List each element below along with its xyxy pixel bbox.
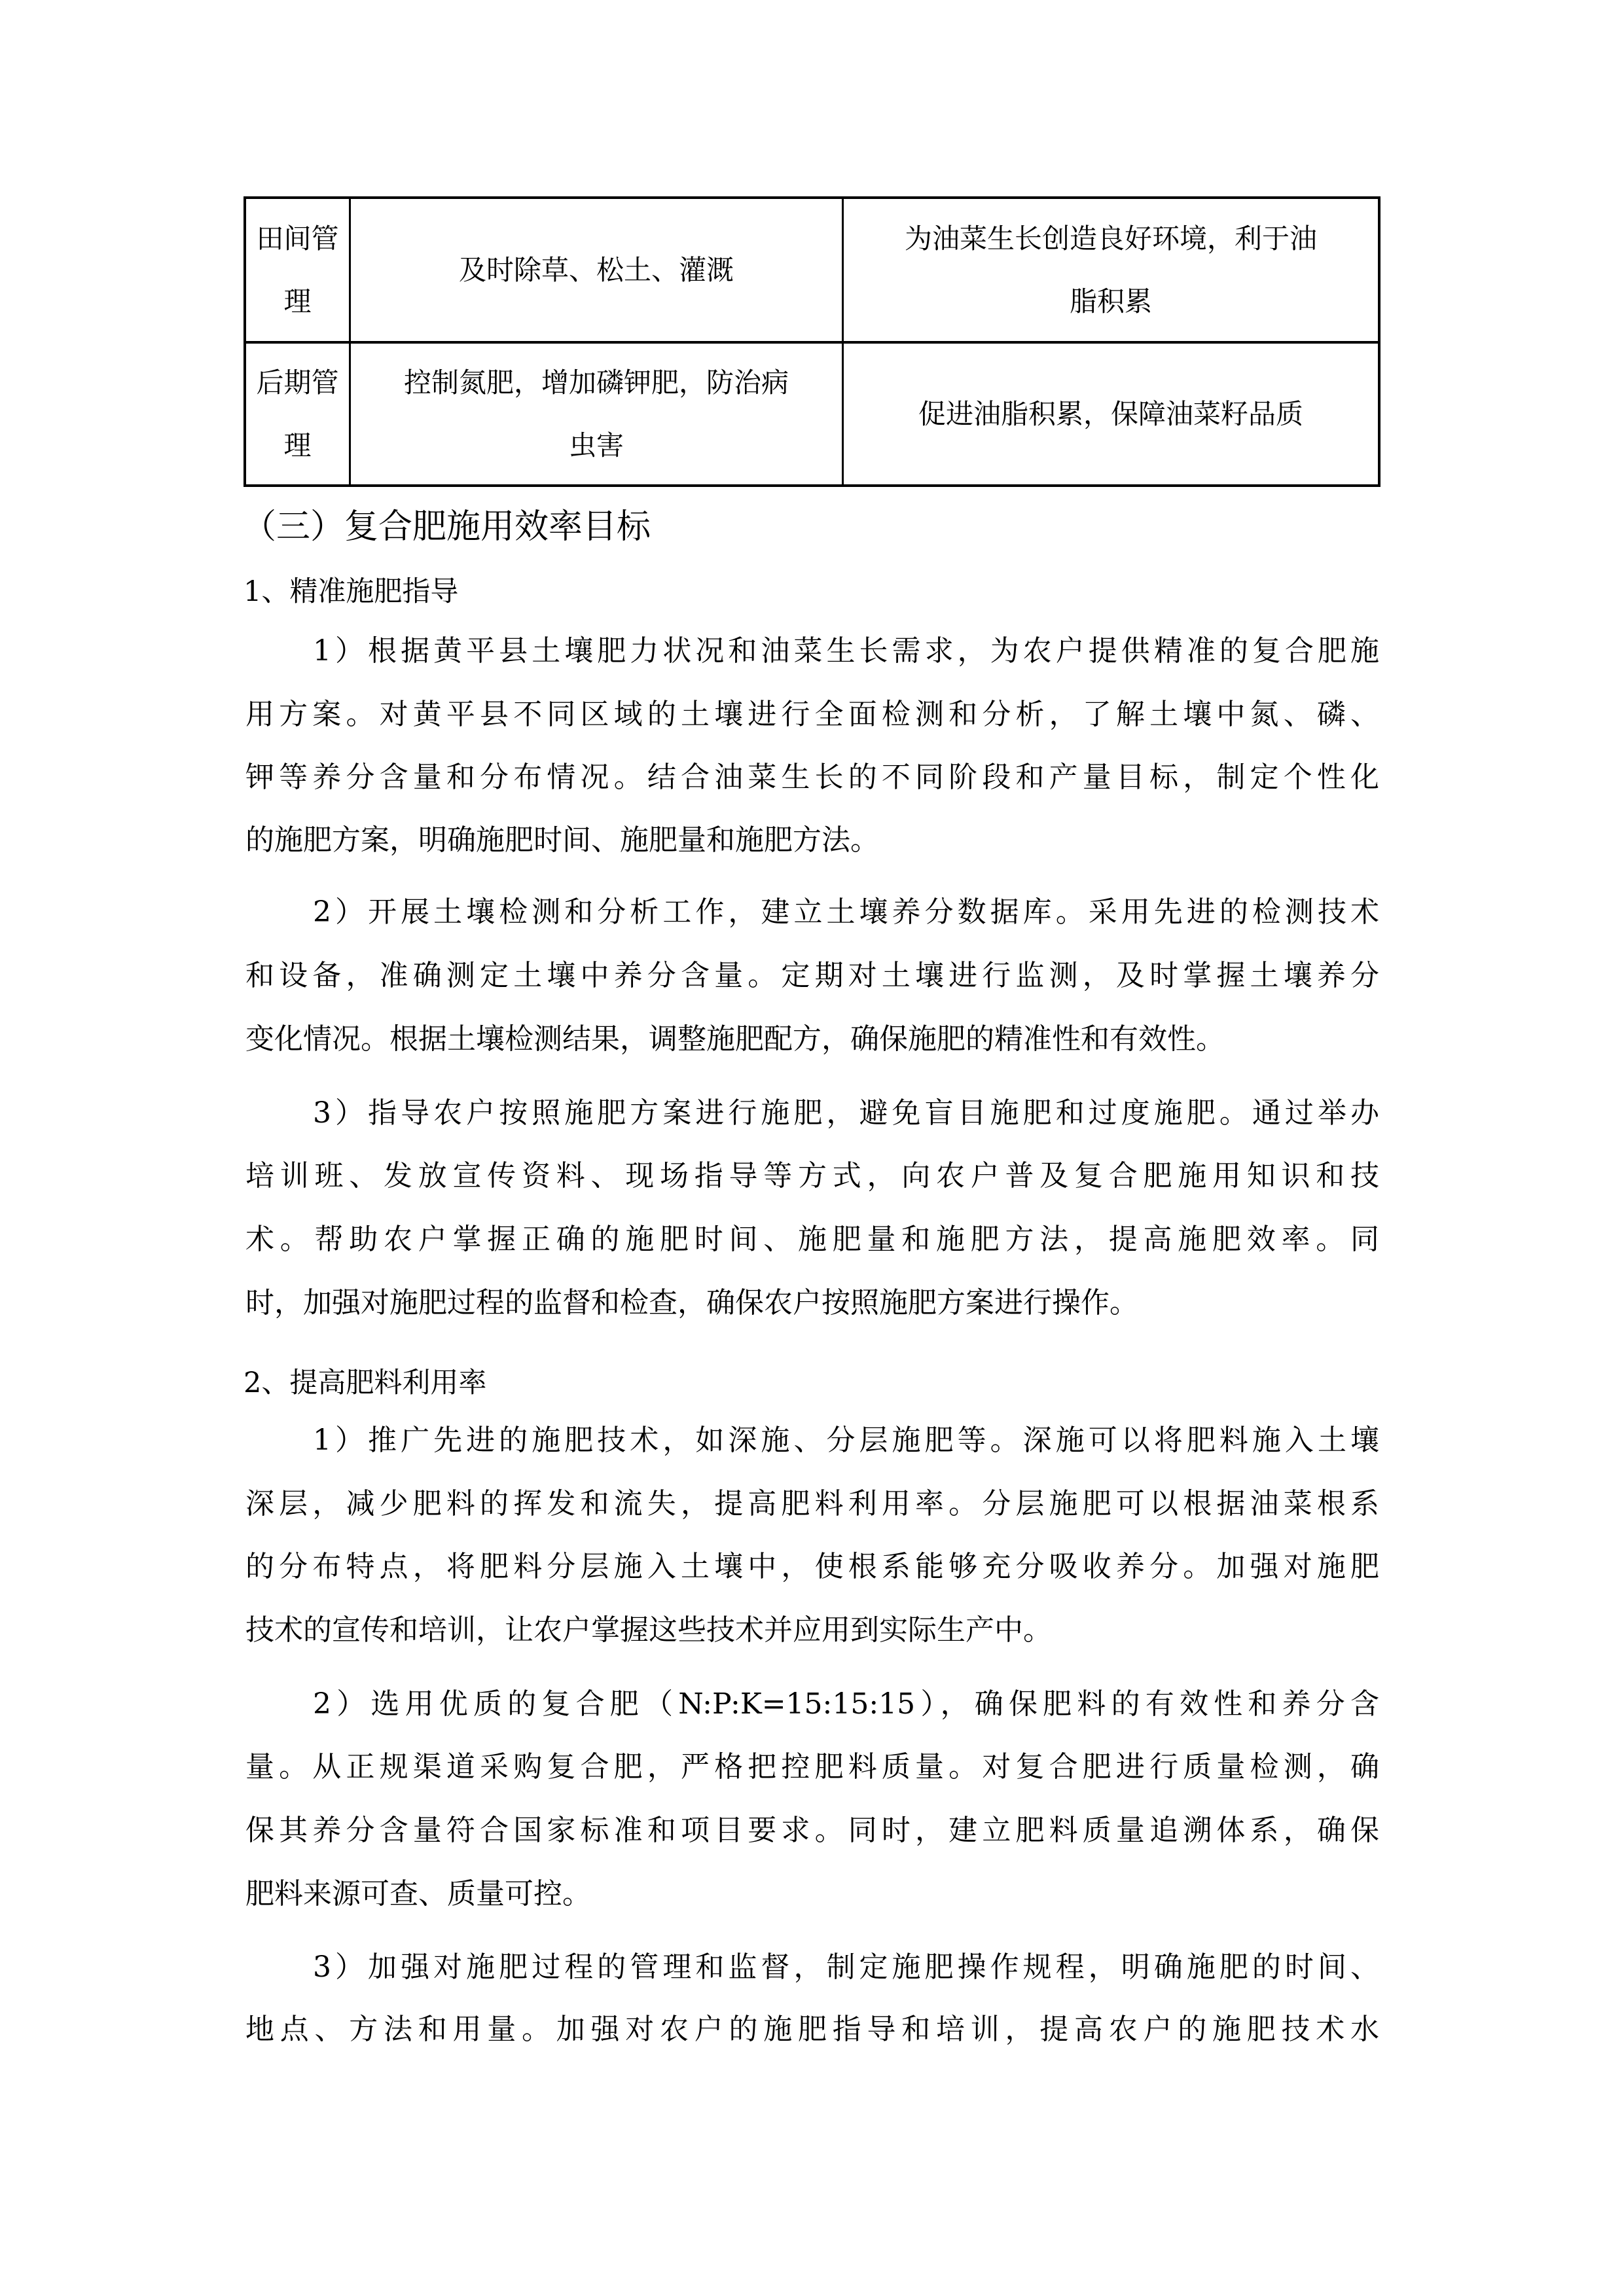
cell-text-line: 控制氮肥，增加磷钾肥，防治病 [403,366,789,399]
cell-text-line: 理 [283,429,312,461]
paragraph-line: 1）根据黄平县土壤肥力状况和油菜生长需求，为农户提供精准的复合肥施 [313,634,1379,668]
table-cell-purpose [844,344,1378,484]
paragraph-line: 2）开展土壤检测和分析工作，建立土壤养分数据库。采用先进的检测技术 [313,895,1379,929]
paragraph-line: 的分布特点，将肥料分层施入土壤中，使根系能够充分吸收养分。加强对施肥 [245,1550,1379,1583]
paragraph-line: 钾等养分含量和分布情况。结合油菜生长的不同阶段和产量目标，制定个性化 [245,761,1379,794]
paragraph-line: 术。帮助农户掌握正确的施肥时间、施肥量和施肥方法，提高施肥效率。同 [245,1223,1379,1256]
paragraph-line: 肥料来源可查、质量可控。 [245,1877,591,1910]
paragraph-line: 保其养分含量符合国家标准和项目要求。同时，建立肥料质量追溯体系，确保 [245,1814,1379,1847]
paragraph-line: 3）指导农户按照施肥方案进行施肥，避免盲目施肥和过度施肥。通过举办 [313,1096,1379,1130]
paragraph-line: 的施肥方案，明确施肥时间、施肥量和施肥方法。 [245,823,879,857]
paragraph-line: 时，加强对施肥过程的监督和检查，确保农户按照施肥方案进行操作。 [245,1286,1138,1319]
cell-text-line: 及时除草、松土、灌溉 [458,253,734,286]
cell-text-line: 理 [283,285,312,317]
table-cell-stage [246,199,351,341]
paragraph-line: 和设备，准确测定土壤中养分含量。定期对土壤进行监测，及时掌握土壤养分 [245,959,1379,992]
cell-text-line: 虫害 [568,429,624,461]
paragraph-line: 3）加强对施肥过程的管理和监督，制定施肥操作规程，明确施肥的时间、 [313,1950,1379,1984]
paragraph-line: 培训班、发放宣传资料、现场指导等方式，向农户普及复合肥施用知识和技 [245,1159,1379,1193]
cell-text-line: 脂积累 [1069,285,1152,317]
paragraph-line: 技术的宣传和培训，让农户掌握这些技术并应用到实际生产中。 [245,1613,1052,1647]
paragraph-line: 2）选用优质的复合肥（N:P:K=15:15:15），确保肥料的有效性和养分含 [313,1687,1379,1721]
table-row [246,199,1378,344]
paragraph-line: 地点、方法和用量。加强对农户的施肥指导和培训，提高农户的施肥技术水 [245,2013,1379,2046]
table-cell-stage [246,344,351,484]
paragraph-line: 1）推广先进的施肥技术，如深施、分层施肥等。深施可以将肥料施入土壤 [313,1424,1379,1457]
table-cell-purpose [844,199,1378,341]
table-cell-measures [351,344,844,484]
table-cell-measures [351,199,844,341]
cell-text-line: 为油菜生长创造良好环境，利于油 [904,222,1317,255]
cell-text-line: 后期管 [256,366,339,399]
subsection-title: 2、提高肥料利用率 [244,1367,487,1399]
table-row [246,344,1378,484]
cell-text-line: 田间管 [256,222,339,255]
paragraph-line: 深层，减少肥料的挥发和流失，提高肥料利用率。分层施肥可以根据油菜根系 [245,1487,1379,1520]
cell-text-line: 促进油脂积累，保障油菜籽品质 [918,397,1303,430]
fertilization-stage-table [244,196,1380,487]
paragraph-line: 用方案。对黄平县不同区域的土壤进行全面检测和分析，了解土壤中氮、磷、 [245,698,1379,731]
section-heading: （三）复合肥施用效率目标 [242,507,651,547]
subsection-title: 1、精准施肥指导 [244,575,459,608]
paragraph-line: 量。从正规渠道采购复合肥，严格把控肥料质量。对复合肥进行质量检测，确 [245,1750,1379,1784]
paragraph-line: 变化情况。根据土壤检测结果，调整施肥配方，确保施肥的精准性和有效性。 [245,1022,1225,1056]
